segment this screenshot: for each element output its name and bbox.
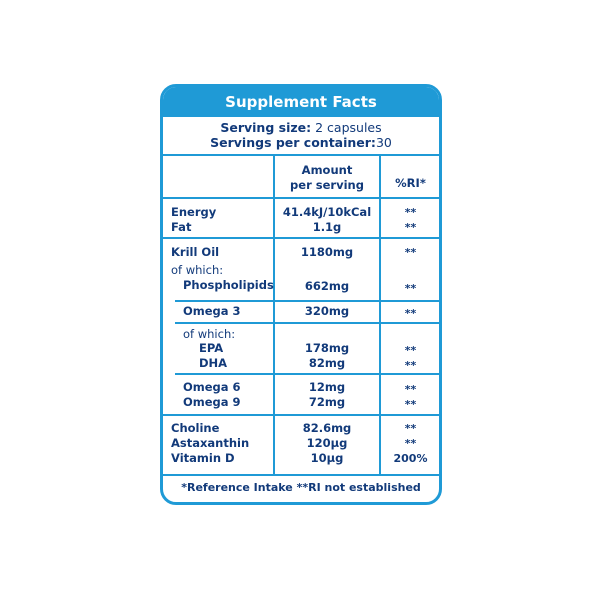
row-ri: ** [404, 359, 417, 372]
supplement-facts-panel [160, 84, 442, 505]
row-ri: ** [404, 206, 417, 219]
row-name: Energy [171, 205, 217, 219]
divider [163, 414, 439, 416]
servings-per-container [163, 135, 439, 150]
row-amount: 41.4kJ/10kCal [282, 205, 372, 219]
row-ri: 200% [393, 452, 428, 465]
row-name: DHA [199, 356, 228, 370]
ri-column-header: %RI* [395, 176, 426, 190]
divider [175, 300, 439, 302]
row-ri: ** [404, 437, 417, 450]
amount-header-line1: Amount [301, 163, 353, 177]
row-name: Vitamin D [171, 451, 235, 465]
row-amount: 320mg [304, 304, 350, 318]
row-amount: 178mg [304, 341, 350, 355]
row-amount: 82mg [308, 356, 346, 370]
row-amount: 12mg [308, 380, 346, 394]
divider [163, 154, 439, 156]
row-amount: 1.1g [312, 220, 342, 234]
row-amount: 120µg [306, 436, 348, 450]
serving-size-value: 2 capsules [315, 120, 382, 135]
amount-header-line2: per serving [290, 178, 364, 192]
row-amount: 82.6mg [302, 421, 352, 435]
row-ri: ** [404, 398, 417, 411]
servings-per-container-value: 30 [375, 135, 392, 150]
row-name: Omega 6 [183, 380, 241, 394]
amount-column-header [275, 163, 379, 193]
row-amount: 662mg [304, 279, 350, 293]
row-name: Omega 9 [183, 395, 241, 409]
row-ri: ** [404, 221, 417, 234]
row-amount: 1180mg [300, 245, 354, 259]
row-ri: ** [404, 344, 417, 357]
row-ri: ** [404, 282, 417, 295]
row-ri: ** [404, 246, 417, 259]
serving-size [163, 120, 439, 135]
row-name: Choline [171, 421, 220, 435]
divider [175, 322, 439, 324]
row-name: Fat [171, 220, 192, 234]
row-name: Omega 3 [183, 304, 241, 318]
row-amount: 10µg [310, 451, 344, 465]
divider [163, 197, 439, 199]
divider [163, 237, 439, 239]
row-name: Astaxanthin [171, 436, 250, 450]
serving-size-label: Serving size: [220, 120, 312, 135]
reference-intake-footnote: *Reference Intake **RI not established [181, 481, 421, 494]
divider [175, 373, 439, 375]
divider [163, 474, 439, 476]
of-which-label: of which: [171, 263, 224, 277]
row-name: Phospholipids [183, 278, 274, 292]
row-ri: ** [404, 307, 417, 320]
servings-per-container-label: Servings per container: [210, 135, 376, 150]
of-which-label: of which: [183, 327, 236, 341]
row-amount: 72mg [308, 395, 346, 409]
row-name: EPA [199, 341, 224, 355]
row-name: Krill Oil [171, 245, 220, 259]
row-ri: ** [404, 383, 417, 396]
row-ri: ** [404, 422, 417, 435]
panel-title: Supplement Facts [163, 87, 439, 117]
